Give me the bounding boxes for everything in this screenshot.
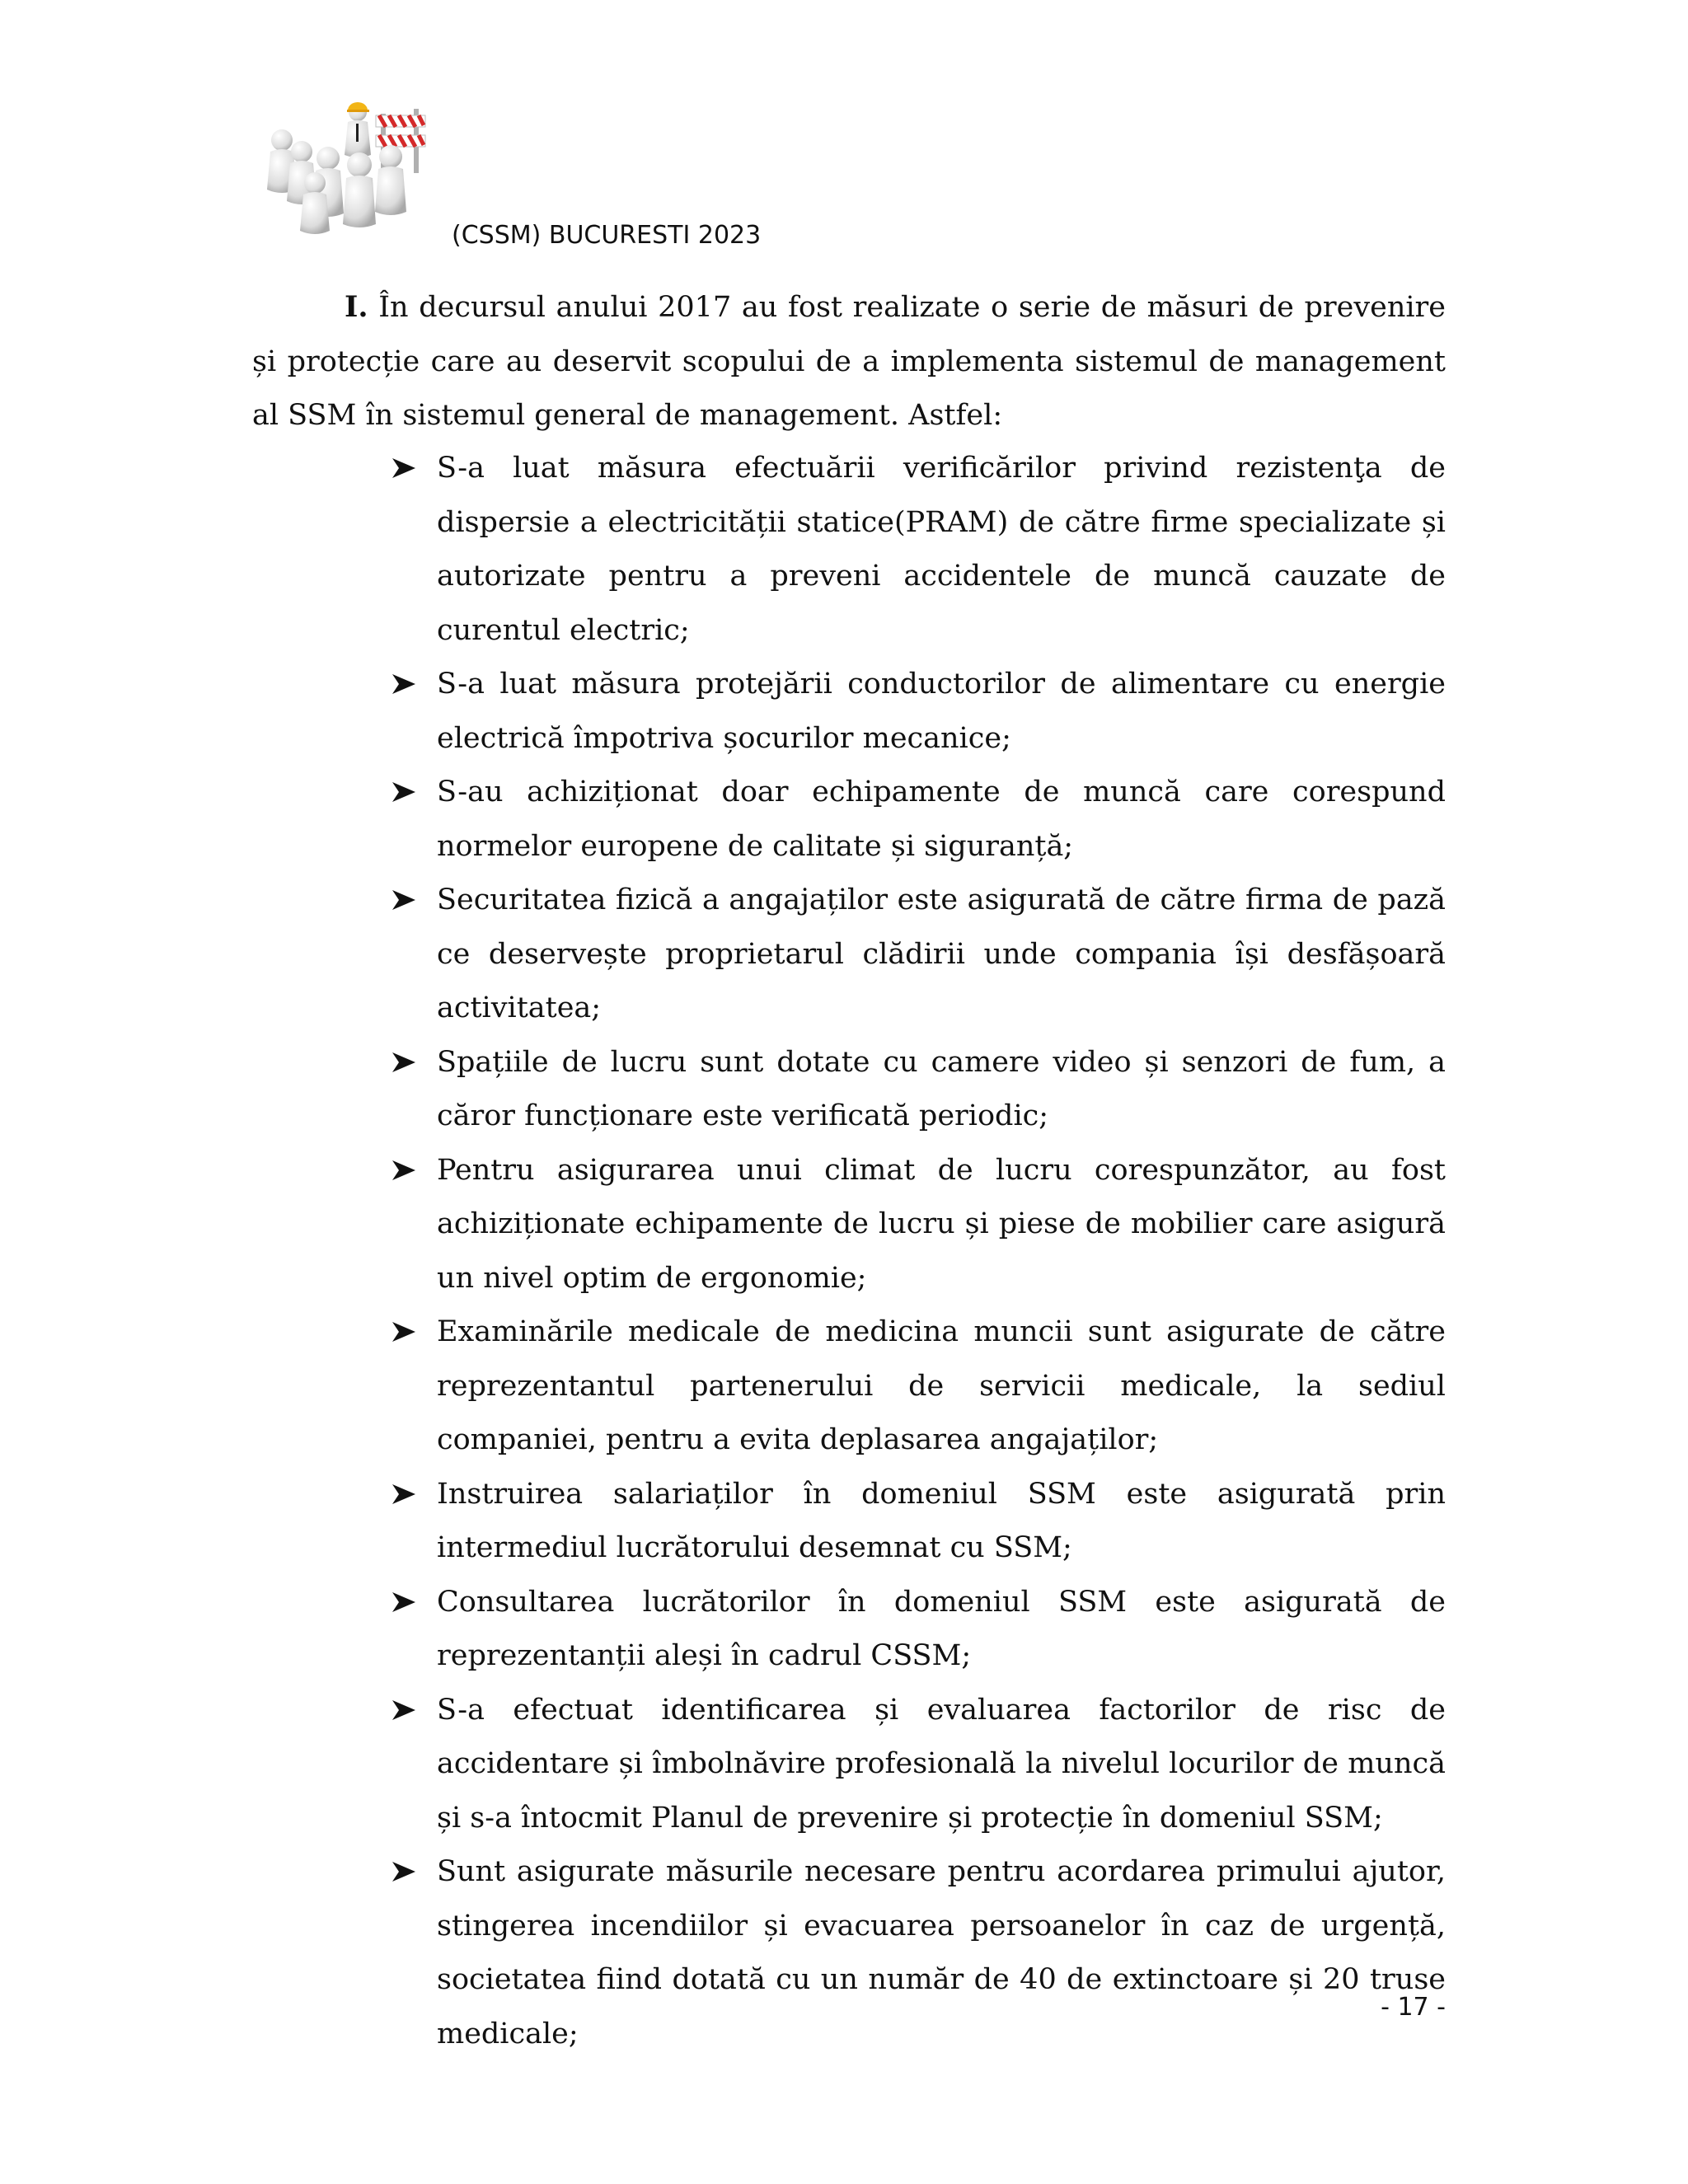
list-item <box>387 1576 1446 1684</box>
list-item-text: S-a efectuat identificarea și evaluarea factorilor de risc de accidentare și îmbolnăvire profesională la nivelul locurilor de muncă și s-a întocmit Planul de prevenire și protecție în domeniul SSM; <box>437 1693 1446 1835</box>
list-item-text: S-a luat măsura protejării conductorilor de alimentare cu energie electrică împotriva șocurilor mecanice; <box>437 668 1446 755</box>
list-item-text: Consultarea lucrătorilor în domeniul SSM este asigurată de reprezentanții aleși în cadrul CSSM; <box>437 1585 1446 1672</box>
arrowhead-bullet-icon <box>389 1845 419 1899</box>
arrowhead-bullet-icon <box>389 1144 419 1197</box>
arrowhead-bullet-icon <box>389 1305 419 1359</box>
arrowhead-bullet-icon <box>389 1036 419 1090</box>
list-item <box>387 766 1446 874</box>
arrowhead-bullet-icon <box>389 442 419 495</box>
arrowhead-bullet-icon <box>389 1468 419 1521</box>
list-item-text: S-au achiziționat doar echipamente de muncă care corespund normelor europene de calitate și siguranță; <box>437 776 1446 863</box>
list-item <box>387 1036 1446 1144</box>
arrowhead-bullet-icon <box>389 658 419 711</box>
arrowhead-bullet-icon <box>389 766 419 819</box>
group-of-white-figures-with-hardhat-and-barrier-icon <box>265 97 438 242</box>
list-item <box>387 1468 1446 1576</box>
list-item-text: Pentru asigurarea unui climat de lucru corespunzător, au fost achiziționate echipamente de lucru și piese de mobilier care asigură un nivel optim de ergonomie; <box>437 1153 1446 1295</box>
list-item-text: Examinările medicale de medicina muncii sunt asigurate de către reprezentantul partenerului de servicii medicale, la sediul companiei, pentru a evita deplasarea angajaților; <box>437 1315 1446 1456</box>
arrowhead-bullet-icon <box>389 1576 419 1629</box>
list-item-text: Spațiile de lucru sunt dotate cu camere video și senzori de fum, a căror funcționare este verificată periodic; <box>437 1045 1446 1132</box>
measures-list <box>387 442 1446 2061</box>
arrowhead-bullet-icon <box>389 874 419 927</box>
list-item <box>387 1144 1446 1306</box>
list-item-text: Instruirea salariaților în domeniul SSM este asigurată prin intermediul lucrătorului desemnat cu SSM; <box>437 1477 1446 1564</box>
list-item <box>387 658 1446 766</box>
list-item-text: S-a luat măsura efectuării verificărilor privind rezistenţa de dispersie a electricității statice(PRAM) de către firme specializate și autorizate pentru a preveni accidentele de muncă cauzate de curentul electric; <box>437 452 1446 647</box>
intro-text: În decursul anului 2017 au fost realizate o serie de măsuri de prevenire și protecție care au deservit scopului de a implementa sistemul de management al SSM în sistemul general de management. Astfel: <box>252 291 1446 432</box>
page-number: - 17 - <box>1381 1993 1446 2022</box>
list-item <box>387 442 1446 658</box>
list-item-text: Securitatea fizică a angajaților este asigurată de către firma de pază ce deservește proprietarul clădirii unde compania își desfășoară activitatea; <box>437 883 1446 1024</box>
list-item <box>387 1684 1446 1846</box>
arrowhead-bullet-icon <box>389 1684 419 1737</box>
intro-paragraph <box>252 280 1446 443</box>
list-item <box>387 1845 1446 2061</box>
section-number: I. <box>345 290 368 324</box>
list-item <box>387 1305 1446 1468</box>
list-item-text: Sunt asigurate măsurile necesare pentru acordarea primului ajutor, stingerea incendiilor și evacuarea persoanelor în caz de urgență, societatea fiind dotată cu un număr de 40 de extinctoare și 20 truse medicale; <box>437 1855 1446 2050</box>
list-item <box>387 874 1446 1036</box>
header-title: (CSSM) BUCURESTI 2023 <box>452 221 762 250</box>
